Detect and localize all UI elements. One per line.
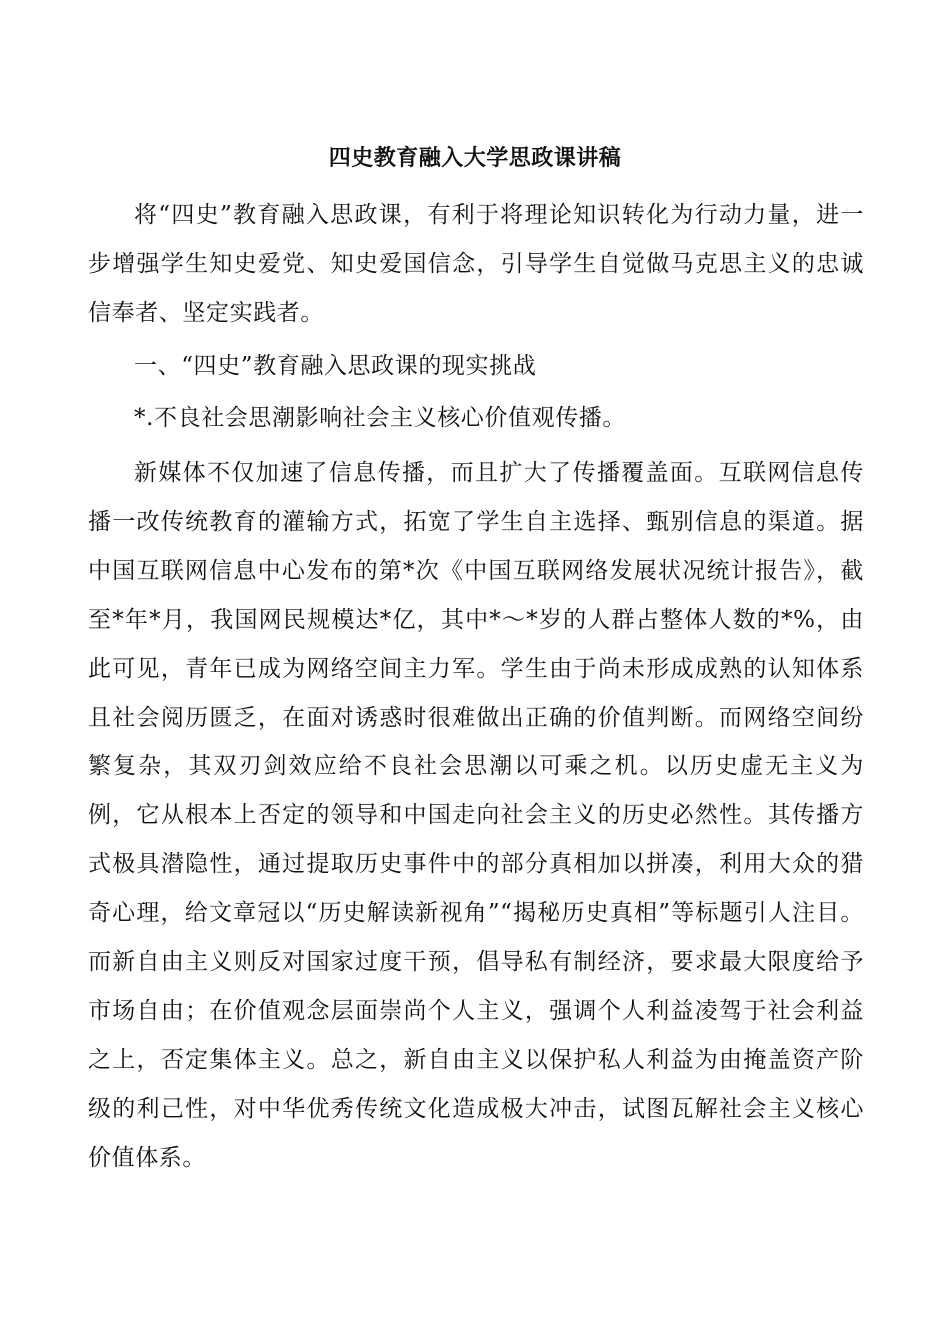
document-title: 四史教育融入大学思政课讲稿 <box>328 145 622 171</box>
section-heading-1: 一、“四史”教育融入思政课的现实挑战 <box>134 353 537 379</box>
body-paragraph-1: 新媒体不仅加速了信息传播，而且扩大了传播覆盖面。互联网信息传播一改传统教育的灌输方式，拓宽了学生自主选择、甄别信息的渠道。据中国互联网信息中心发布的第*次《中国互联网络发展状况统计报告》，截至*年*月，我国网民规模达*亿，其中*～*岁的人群占整体人数的*%，由此可见，青年已成为网络空间主力军。学生由于尚未形成成熟的认知体系且社会阅历匮乏，在面对诱惑时很难做出正确的价值判断。而网络空间纷繁复杂，其双刃剑效应给不良社会思潮以可乘之机。以历史虚无主义为例，它从根本上否定的领导和中国走向社会主义的历史必然性。其传播方式极具潜隐性，通过提取历史事件中的部分真相加以拼凑，利用大众的猎奇心理，给文章冠以“历史解读新视角”“揭秘历史真相”等标题引人注目。而新自由主义则反对国家过度干预，倡导私有制经济，要求最大限度给予市场自由；在价值观念层面崇尚个人主义，强调个人利益凌驾于社会利益之上，否定集体主义。总之，新自由主义以保护私人利益为由掩盖资产阶级的利己性，对中华优秀传统文化造成极大冲击，试图瓦解社会主义核心价值体系。 <box>88 460 864 1171</box>
subsection-heading-1: *.不良社会思潮影响社会主义核心价值观传播。 <box>134 405 627 431</box>
intro-paragraph: 将“四史”教育融入思政课，有利于将理论知识转化为行动力量，进一步增强学生知史爱党、知史爱国信念，引导学生自觉做马克思主义的忠诚信奉者、坚定实践者。 <box>88 202 864 326</box>
